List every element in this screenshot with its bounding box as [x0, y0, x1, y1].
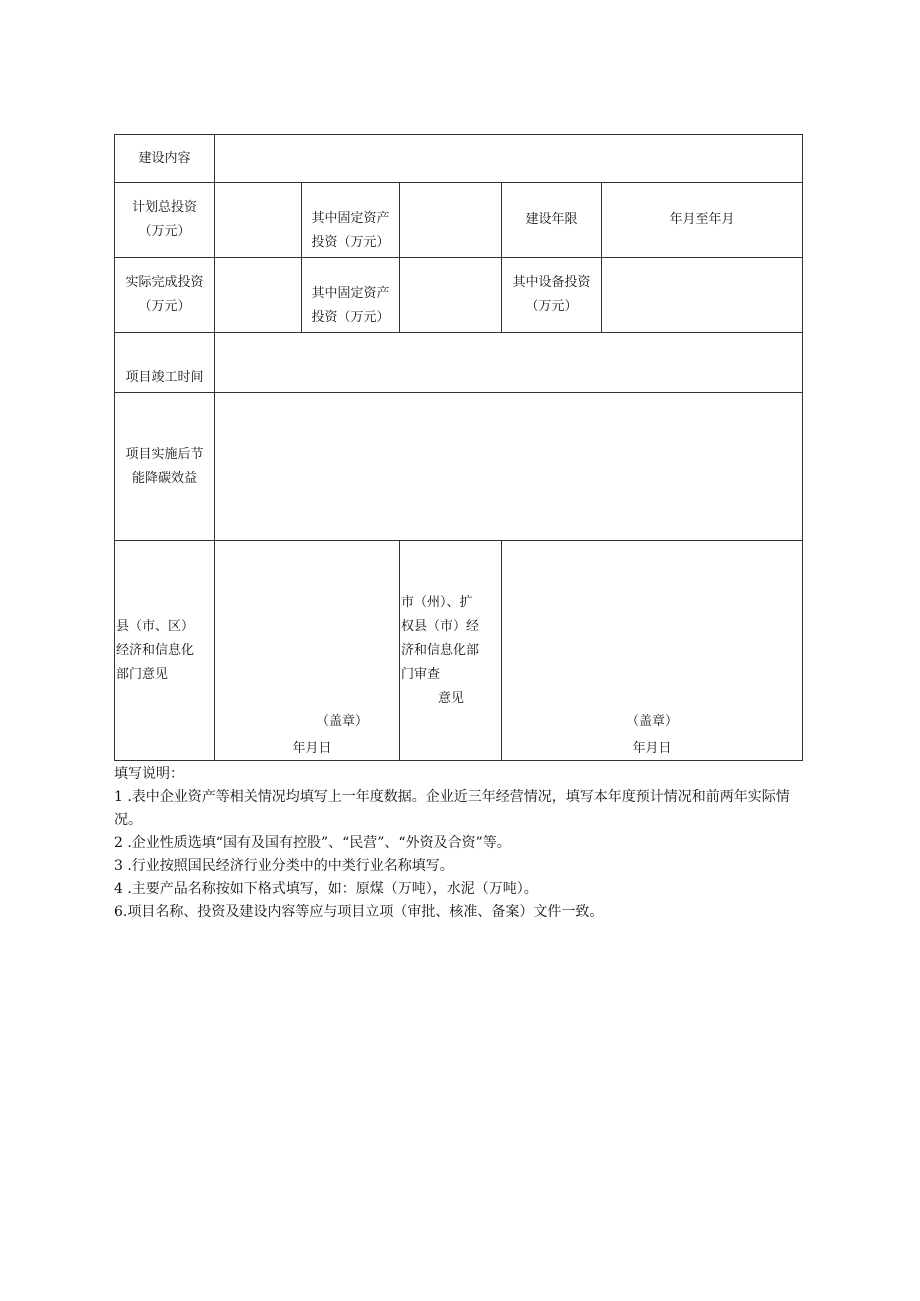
- equipment-investment-label: 其中设备投资 （万元）: [502, 258, 602, 333]
- actual-investment-field[interactable]: [215, 258, 302, 333]
- completion-time-field[interactable]: [215, 333, 803, 393]
- carbon-benefit-field[interactable]: [215, 393, 803, 541]
- instruction-item-2: 2 .企业性质选填“国有及国有控股”、“民营”、“外资及合资”等。: [114, 835, 511, 851]
- completion-time-label: 项目竣工时间: [115, 333, 215, 393]
- instructions-title: 填写说明：: [114, 766, 184, 782]
- instruction-item-6: 6.项目名称、投资及建设内容等应与项目立项（审批、核准、备案）文件一致。: [114, 904, 604, 920]
- construction-content-label: 建设内容: [115, 135, 215, 183]
- actual-investment-label: 实际完成投资 （万元）: [115, 258, 215, 333]
- instruction-item-1: 1 .表中企业资产等相关情况均填写上一年度数据。企业近三年经营情况，填写本年度预计情况和前两年实际情况。: [114, 789, 790, 828]
- filling-instructions: [114, 763, 814, 924]
- city-date-label: 年月日: [632, 740, 672, 756]
- construction-content-field[interactable]: [215, 135, 803, 183]
- planned-investment-field[interactable]: [215, 183, 302, 258]
- construction-period-label: 建设年限: [502, 183, 602, 258]
- county-date-label: 年月日: [292, 740, 332, 756]
- instruction-item-3: 3 .行业按照国民经济行业分类中的中类行业名称填写。: [114, 858, 454, 874]
- construction-period-value[interactable]: 年月至年月: [602, 183, 803, 258]
- instruction-item-4: 4 .主要产品名称按如下格式填写，如：原煤（万吨），水泥（万吨）。: [114, 881, 538, 897]
- equipment-investment-field[interactable]: [602, 258, 803, 333]
- fixed-assets2-field[interactable]: [400, 258, 502, 333]
- city-opinion-field[interactable]: [502, 541, 803, 761]
- planned-investment-label: 计划总投资 （万元）: [115, 183, 215, 258]
- carbon-benefit-label: 项目实施后节 能降碳效益: [115, 393, 215, 541]
- county-opinion-label: 县（市、区） 经济和信息化 部门意见: [115, 541, 215, 761]
- county-opinion-field[interactable]: [215, 541, 400, 761]
- fixed-assets-label: 其中固定资产 投资（万元）: [302, 183, 400, 258]
- county-stamp-label: （盖章）: [315, 713, 368, 729]
- fixed-assets-field[interactable]: [400, 183, 502, 258]
- city-opinion-label: 市（州）、扩 权县（市）经 济和信息化部 门审查 意见: [400, 541, 502, 761]
- city-stamp-label: （盖章）: [626, 713, 679, 729]
- fixed-assets2-label: 其中固定资产 投资（万元）: [302, 258, 400, 333]
- project-form-table: [114, 134, 803, 761]
